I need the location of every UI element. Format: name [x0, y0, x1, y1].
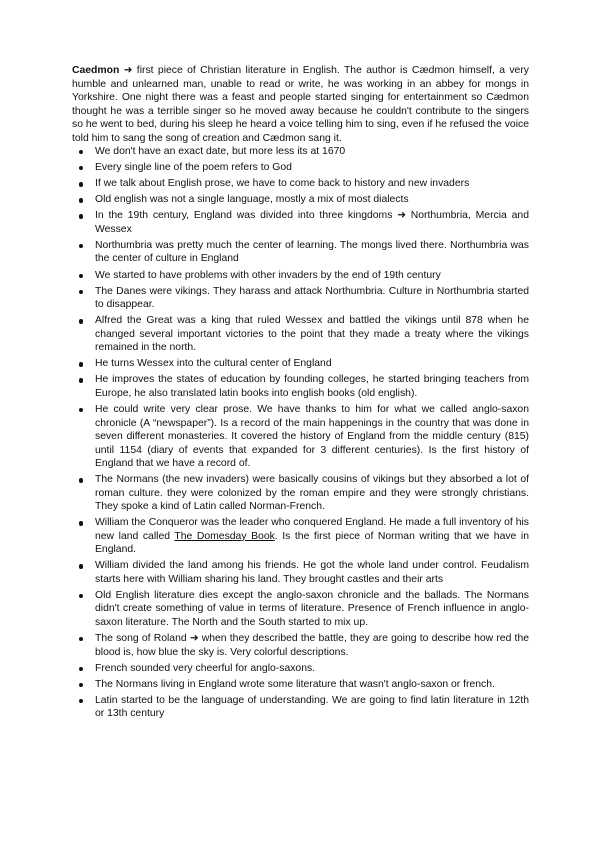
- document-page: [72, 64, 529, 723]
- list-item: [72, 516, 529, 557]
- list-item: French sounded very cheerful for anglo-saxons.: [72, 662, 529, 676]
- list-item-text: William the Conqueror was the leader who conquered England. He made a full inventory of his new land called: [95, 517, 529, 542]
- list-item: We started to have problems with other invaders by the end of 19th century: [72, 269, 529, 283]
- list-item: Northumbria was pretty much the center of learning. The mongs lived there. Northumbria was the center of culture in England: [72, 239, 529, 266]
- list-item: He turns Wessex into the cultural center of England: [72, 357, 529, 371]
- intro-title: Caedmon: [72, 65, 120, 76]
- list-item: Alfred the Great was a king that ruled Wessex and battled the vikings until 878 when he changed several important victories to the point that they made a treaty where the vikings remained in the north.: [72, 314, 529, 355]
- domesday-book-link[interactable]: The Domesday Book: [174, 530, 275, 542]
- list-item: The Normans (the new invaders) were basically cousins of vikings but they absorbed a lot of roman culture. they were colonized by the roman empire and they were strongly christians. They spoke a kind of Latin called Norman-French.: [72, 473, 529, 514]
- list-item: The song of Roland ➜ when they described the battle, they are going to describe how red the blood is, how blue the sky is. Very colorful descriptions.: [72, 632, 529, 659]
- list-item: The Normans living in England wrote some literature that wasn't anglo-saxon or french.: [72, 678, 529, 692]
- intro-paragraph: [72, 64, 529, 145]
- notes-list: [72, 145, 529, 721]
- intro-text: first piece of Christian literature in English. The author is Cædmon himself, a very humble and unlearned man, unable to read or write, he was working in an abbey for mongs in Yorkshire. One night there was a feast and people started singing for entertainment so Cædmon thought he was a terrible singer so he moved away because he couldn't contribute to the singers so he went to bed, during his sleep he heard a voice telling him to sing, even if he refused the voice told him to sang the song of creation and Cædmon sang it.: [72, 65, 529, 144]
- list-item: Old English literature dies except the anglo-saxon chronicle and the ballads. The Normans didn't create something of value in terms of literature. Presence of French influence in anglo-saxon literature. The North and the South started to mix up.: [72, 589, 529, 630]
- list-item: He improves the states of education by founding colleges, he started bringing teachers from Europe, he also translated latin books into english books (old english).: [72, 373, 529, 400]
- list-item: The Danes were vikings. They harass and attack Northumbria. Culture in Northumbria started to disappear.: [72, 285, 529, 312]
- list-item: Every single line of the poem refers to God: [72, 161, 529, 175]
- list-item: In the 19th century, England was divided into three kingdoms ➜ Northumbria, Mercia and Wessex: [72, 209, 529, 236]
- list-item: Old english was not a single language, mostly a mix of most dialects: [72, 193, 529, 207]
- list-item-text: . Is the first piece of Norman writing that we have in England.: [95, 530, 529, 556]
- list-item: He could write very clear prose. We have thanks to him for what we called anglo-saxon chronicle (A “newspaper”). Is a record of the main happenings in the country that was done in seven different monasteries. It covered the history of England from the middle century (815) until 1154 (diary of events that expanded for 3 different centuries). Is the first history of England that we have a record of.: [72, 403, 529, 471]
- list-item: Latin started to be the language of understanding. We are going to find latin literature in 12th or 13th century: [72, 694, 529, 721]
- list-item: We don't have an exact date, but more less its at 1670: [72, 145, 529, 159]
- list-item: If we talk about English prose, we have to come back to history and new invaders: [72, 177, 529, 191]
- arrow-icon: ➜: [123, 65, 133, 76]
- list-item: William divided the land among his friends. He got the whole land under control. Feudalism starts here with William sharing his land. They brought castles and their arts: [72, 559, 529, 586]
